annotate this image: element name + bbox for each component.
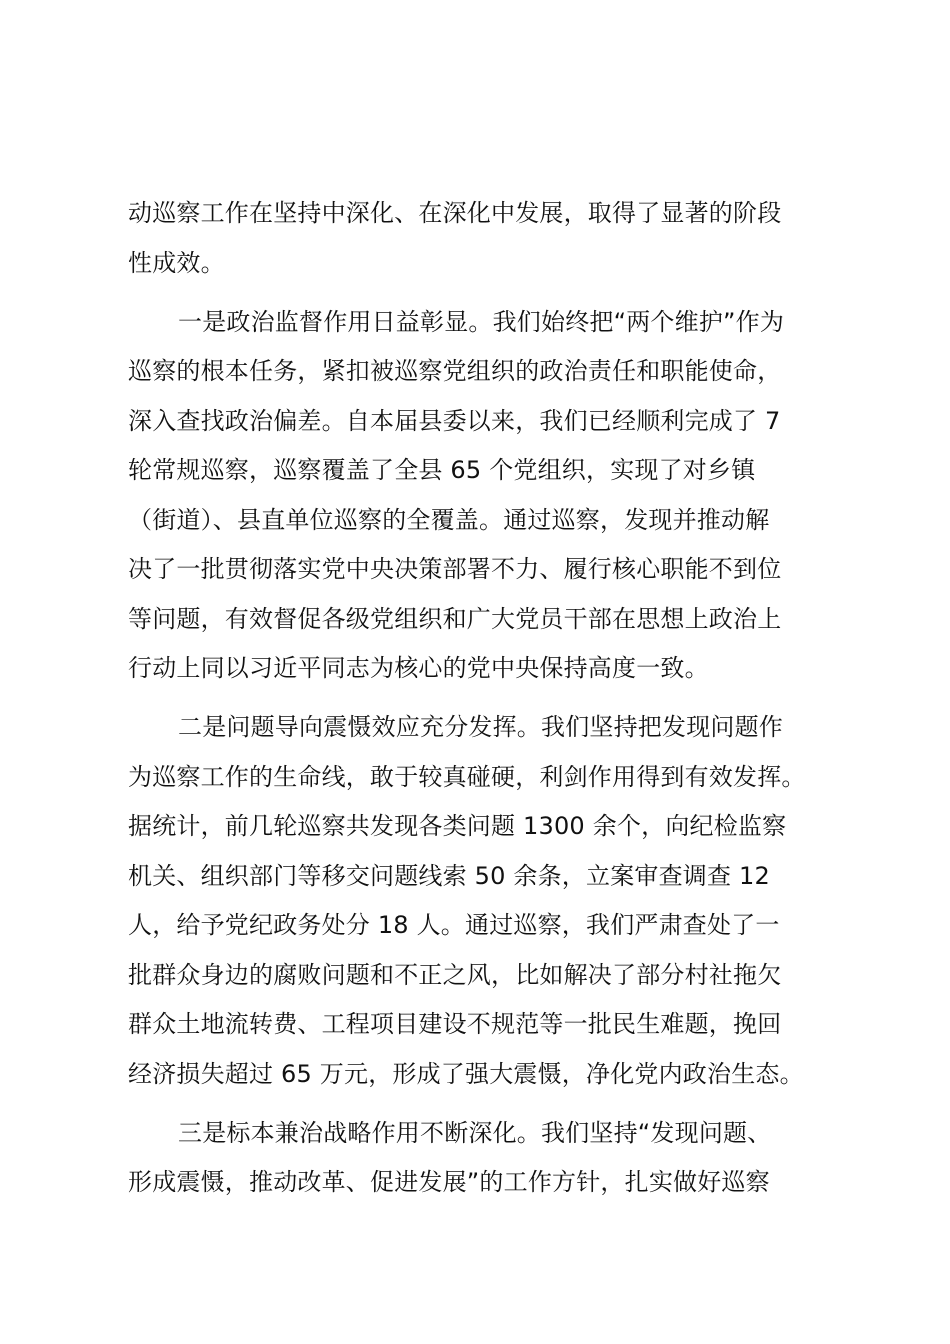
paragraph-2-line-5: （街道）、县直单位巡察的全覆盖。通过巡察，发现并推动解 xyxy=(128,506,770,534)
paragraph-3-line-4: 机关、组织部门等移交问题线索 50 余条，立案审查调查 12 xyxy=(128,862,770,890)
paragraph-2-line-4: 轮常规巡察，巡察覆盖了全县 65 个党组织，实现了对乡镇 xyxy=(128,456,756,484)
paragraph-1-line-2: 性成效。 xyxy=(128,249,225,277)
paragraph-3-line-3: 据统计，前几轮巡察共发现各类问题 1300 余个，向纪检监察 xyxy=(128,812,787,840)
paragraph-1-line-1: 动巡察工作在坚持中深化、在深化中发展，取得了显著的阶段 xyxy=(128,199,782,227)
paragraph-3-line-7: 群众土地流转费、工程项目建设不规范等一批民生难题，挽回 xyxy=(128,1010,782,1038)
paragraph-3-line-1: 二是问题导向震慑效应充分发挥。我们坚持把发现问题作 xyxy=(178,713,783,741)
paragraph-3-line-2: 为巡察工作的生命线，敢于较真碰硬，利剑作用得到有效发挥。 xyxy=(128,763,806,791)
paragraph-4-line-2: 形成震慑，推动改革、促进发展”的工作方针，扎实做好巡察 xyxy=(128,1168,770,1196)
paragraph-2-line-8: 行动上同以习近平同志为核心的党中央保持高度一致。 xyxy=(128,654,709,682)
paragraph-2-line-7: 等问题，有效督促各级党组织和广大党员干部在思想上政治上 xyxy=(128,605,782,633)
paragraph-2-line-3: 深入查找政治偏差。自本届县委以来，我们已经顺利完成了 7 xyxy=(128,407,781,435)
paragraph-2-line-6: 决了一批贯彻落实党中央决策部署不力、履行核心职能不到位 xyxy=(128,555,782,583)
paragraph-3-line-6: 批群众身边的腐败问题和不正之风，比如解决了部分村社拖欠 xyxy=(128,961,782,989)
paragraph-3-line-8: 经济损失超过 65 万元，形成了强大震慑，净化党内政治生态。 xyxy=(128,1060,804,1088)
paragraph-2-line-1: 一是政治监督作用日益彰显。我们始终把“两个维护”作为 xyxy=(178,308,785,336)
paragraph-4-line-1: 三是标本兼治战略作用不断深化。我们坚持“发现问题、 xyxy=(178,1119,772,1147)
paragraph-2-line-2: 巡察的根本任务，紧扣被巡察党组织的政治责任和职能使命， xyxy=(128,357,782,385)
paragraph-3-line-5: 人，给予党纪政务处分 18 人。通过巡察，我们严肃查处了一 xyxy=(128,911,780,939)
